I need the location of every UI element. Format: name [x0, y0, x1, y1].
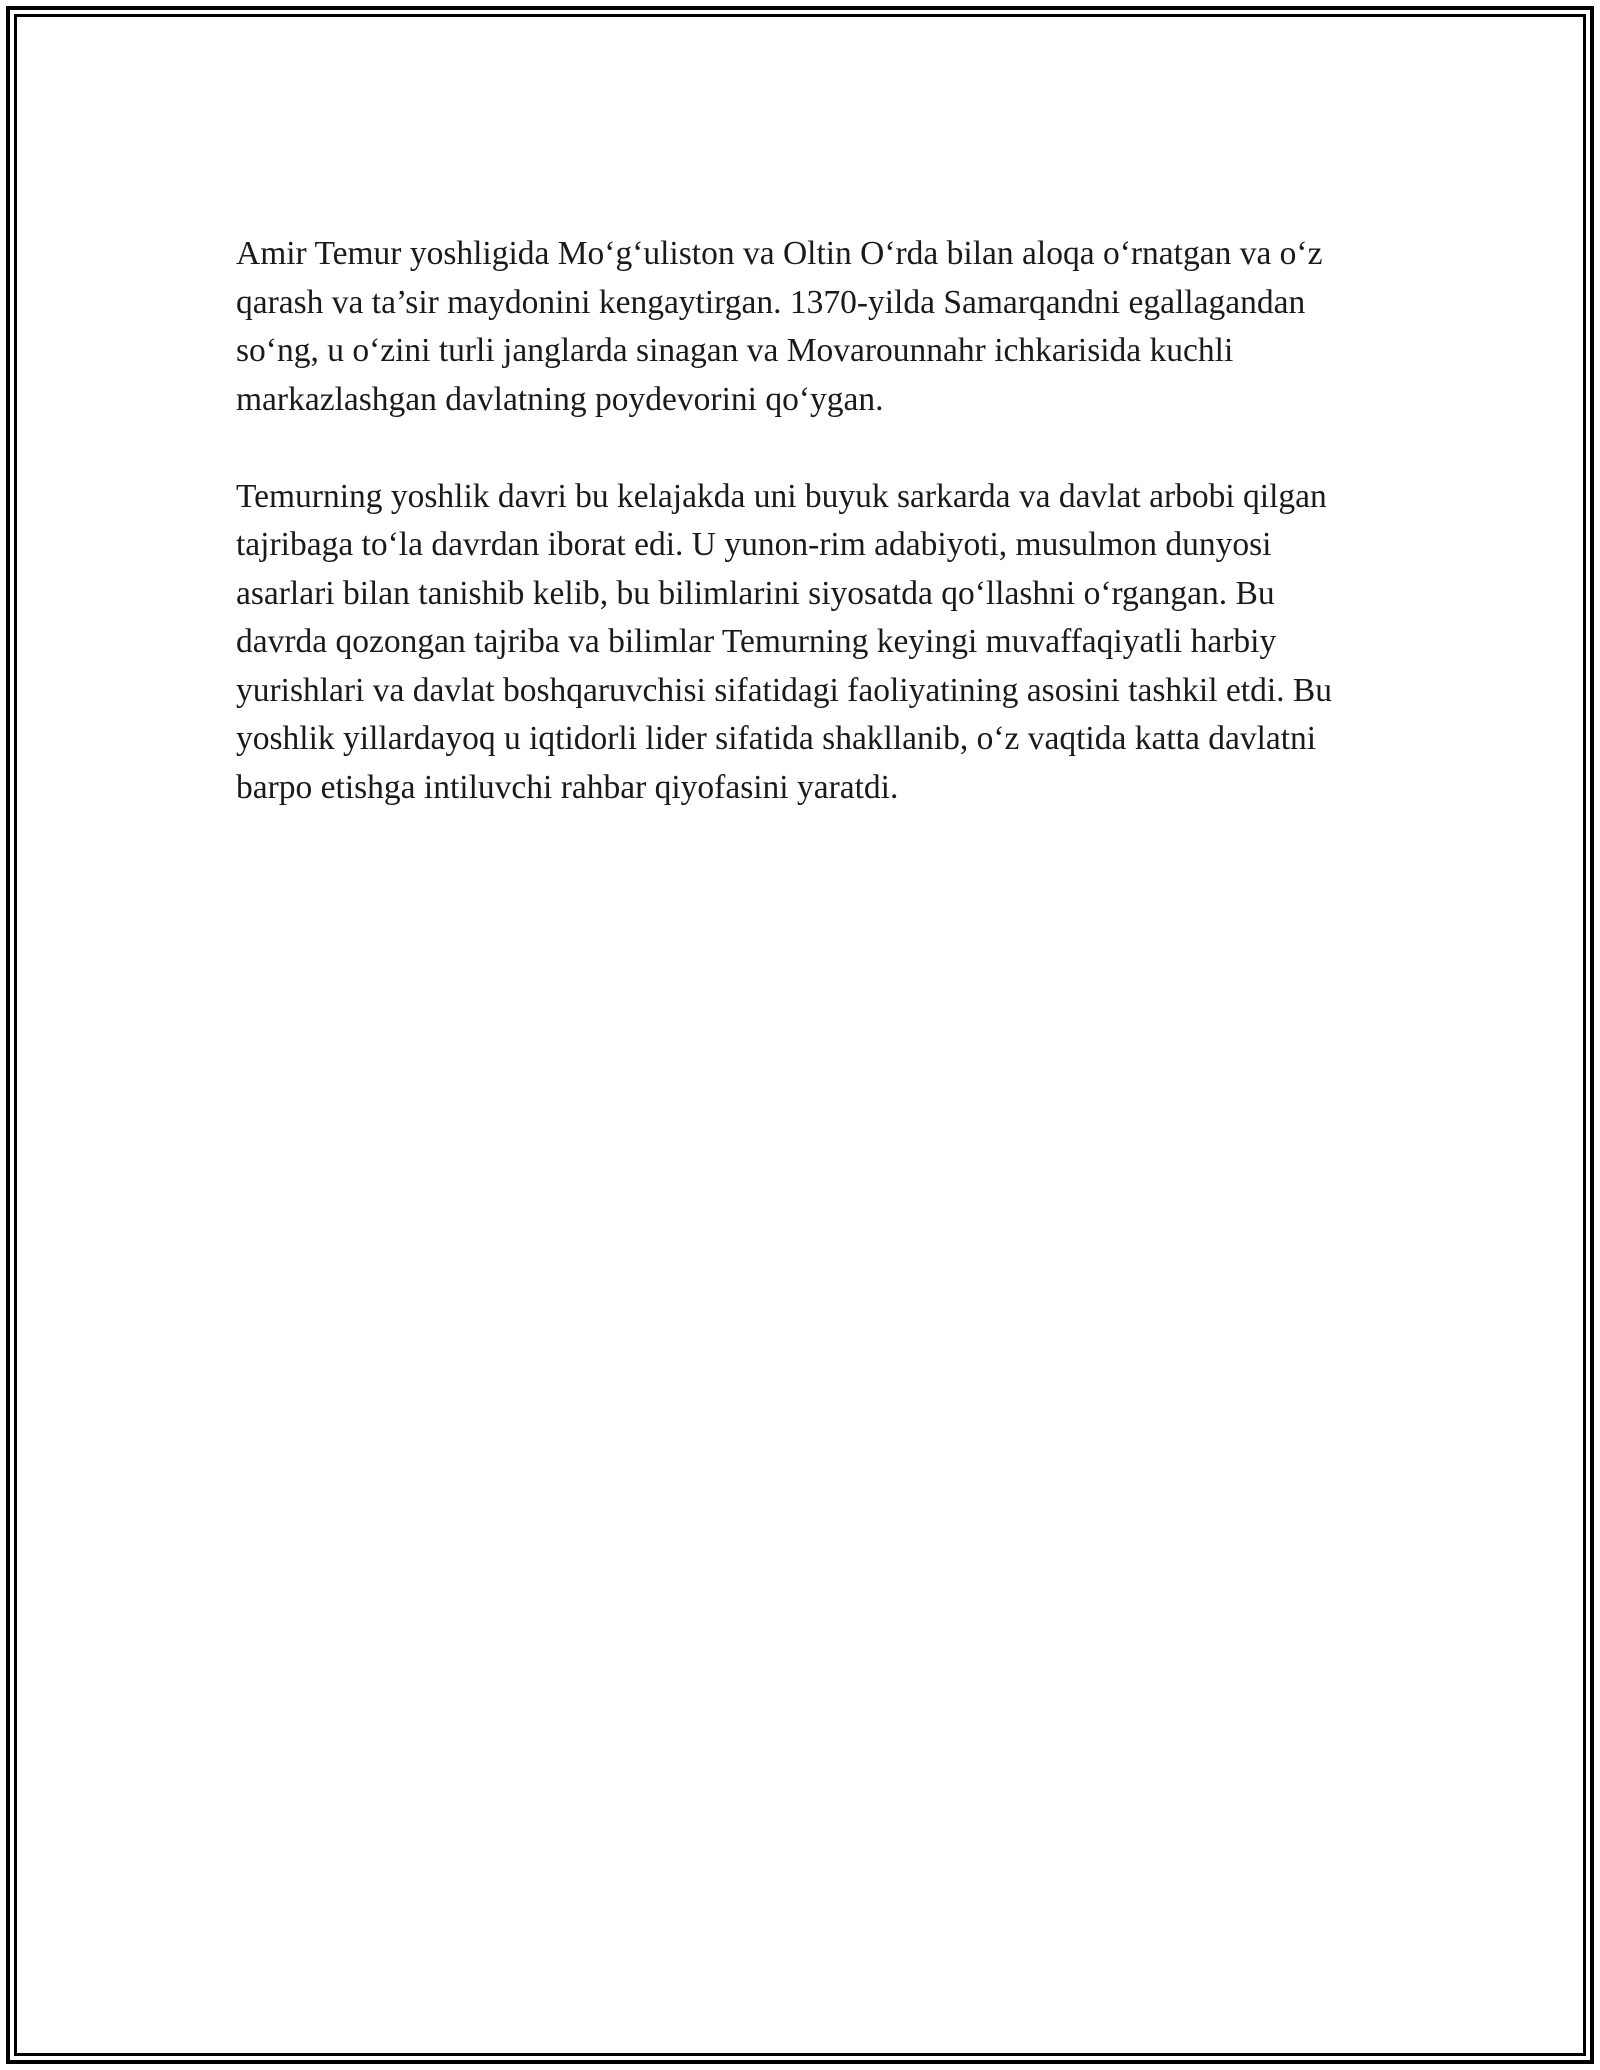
paragraph-1: Amir Temur yoshligida Mo‘g‘uliston va Oltin O‘rda bilan aloqa o‘rnatgan va o‘z qarash va ta’sir maydonini kengaytirgan. 1370-yilda Samarqandni egallagandan so‘ng, u o‘zini turli janglarda sinagan va Movarounnahr ichkarisida kuchli markazlashgan davlatning poydevorini qo‘ygan.	[236, 235, 1323, 418]
document-body	[236, 230, 1366, 861]
paragraph-2: Temurning yoshlik davri bu kelajakda uni buyuk sarkarda va davlat arbobi qilgan tajribaga to‘la davrdan iborat edi. U yunon-rim adabiyoti, musulmon dunyosi asarlari bilan tanishib kelib, bu bilimlarini siyosatda qo‘llashni o‘rgangan. Bu davrda qozongan tajriba va bilimlar Temurning keyingi muvaffaqiyatli harbiy yurishlari va davlat boshqaruvchisi sifatidagi faoliyatining asosini tashkil etdi. Bu yoshlik yillardayoq u iqtidorli lider sifatida shakllanib, o‘z vaqtida katta davlatni barpo etishga intiluvchi rahbar qiyofasini yaratdi.	[236, 477, 1332, 806]
